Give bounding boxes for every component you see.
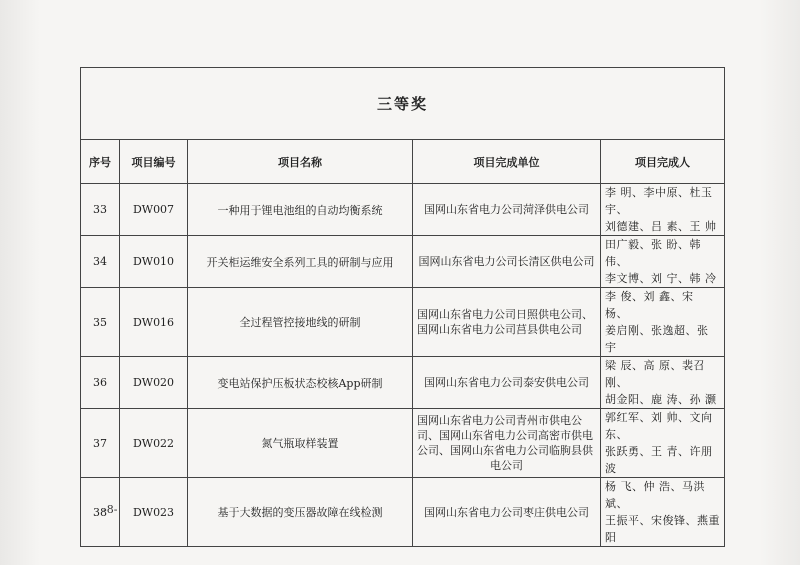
people-line: 田广毅、张 盼、韩 伟、 (605, 238, 701, 268)
cell-unit (413, 357, 601, 409)
header-seq: 序号 (81, 140, 120, 184)
cell-unit (413, 409, 601, 478)
table-title: 三等奖 (81, 68, 725, 140)
cell-people (601, 184, 725, 236)
cell-seq: 35 (81, 288, 120, 357)
cell-unit (413, 184, 601, 236)
people-line: 杨 飞、仲 浩、马洪斌、 (605, 480, 705, 510)
cell-name: 氮气瓶取样装置 (188, 409, 413, 478)
people-line: 郭红军、刘 帅、文向东、 (605, 411, 713, 441)
people-line: 张跃勇、王 青、许朋波 (605, 445, 713, 475)
people-line: 姜启刚、张逸超、张 宇 (605, 324, 709, 354)
cell-code: DW022 (120, 409, 188, 478)
award-table (80, 67, 725, 547)
header-people: 项目完成人 (601, 140, 725, 184)
table-row (81, 236, 725, 288)
cell-people (601, 409, 725, 478)
cell-seq: 33 (81, 184, 120, 236)
table-row (81, 478, 725, 547)
unit-line: 国网山东省电力公司青州市供电公 (417, 414, 582, 427)
unit-line: 国网山东省电力公司日照供电公司、 (417, 308, 593, 321)
people-line: 李 俊、刘 鑫、宋 杨、 (605, 290, 694, 320)
cell-name: 变电站保护压板状态校核App研制 (188, 357, 413, 409)
unit-line: 国网山东省电力公司莒县供电公司 (417, 323, 582, 336)
cell-unit (413, 288, 601, 357)
cell-unit (413, 236, 601, 288)
table-row (81, 409, 725, 478)
cell-name: 一种用于锂电池组的自动均衡系统 (188, 184, 413, 236)
unit-line: 国网山东省电力公司枣庄供电公司 (424, 505, 589, 519)
cell-seq: 36 (81, 357, 120, 409)
people-line: 李文博、刘 宁、韩 冷 (605, 272, 717, 285)
cell-code: DW016 (120, 288, 188, 357)
people-line: 胡金阳、鹿 涛、孙 灏 (605, 393, 717, 406)
cell-people (601, 236, 725, 288)
page-number: -8- (103, 503, 118, 516)
cell-name: 开关柜运维安全系列工具的研制与应用 (188, 236, 413, 288)
header-code: 项目编号 (120, 140, 188, 184)
cell-name: 基于大数据的变压器故障在线检测 (188, 478, 413, 547)
unit-line: 国网山东省电力公司泰安供电公司 (424, 376, 589, 389)
cell-seq: 38 (81, 478, 120, 547)
table-row (81, 288, 725, 357)
cell-seq: 34 (81, 236, 120, 288)
header-row (81, 140, 725, 184)
cell-name: 全过程管控接地线的研制 (188, 288, 413, 357)
header-name: 项目名称 (188, 140, 413, 184)
people-line: 梁 辰、高 原、裴召刚、 (605, 359, 705, 389)
unit-line: 公司、国网山东省电力公司临朐县供 (417, 444, 593, 457)
unit-line: 国网山东省电力公司长清区供电公司 (418, 255, 595, 268)
cell-people (601, 478, 725, 547)
cell-people (601, 288, 725, 357)
table-row (81, 357, 725, 409)
cell-code: DW023 (120, 478, 188, 547)
unit-line: 国网山东省电力公司菏泽供电公司 (424, 203, 589, 216)
table-row (81, 184, 725, 236)
people-line: 李 明、李中原、杜玉宇、 (605, 186, 713, 216)
unit-line: 电公司 (490, 459, 523, 472)
cell-seq: 37 (81, 409, 120, 478)
header-unit: 项目完成单位 (413, 140, 601, 184)
people-line: 王振平、宋俊锋、燕重阳 (605, 514, 720, 544)
cell-code: DW007 (120, 184, 188, 236)
unit-line: 司、国网山东省电力公司高密市供电 (417, 429, 593, 442)
people-line: 刘德建、吕 素、王 帅 (605, 220, 717, 233)
cell-unit (413, 478, 601, 547)
cell-code: DW010 (120, 236, 188, 288)
cell-code: DW020 (120, 357, 188, 409)
cell-people (601, 357, 725, 409)
